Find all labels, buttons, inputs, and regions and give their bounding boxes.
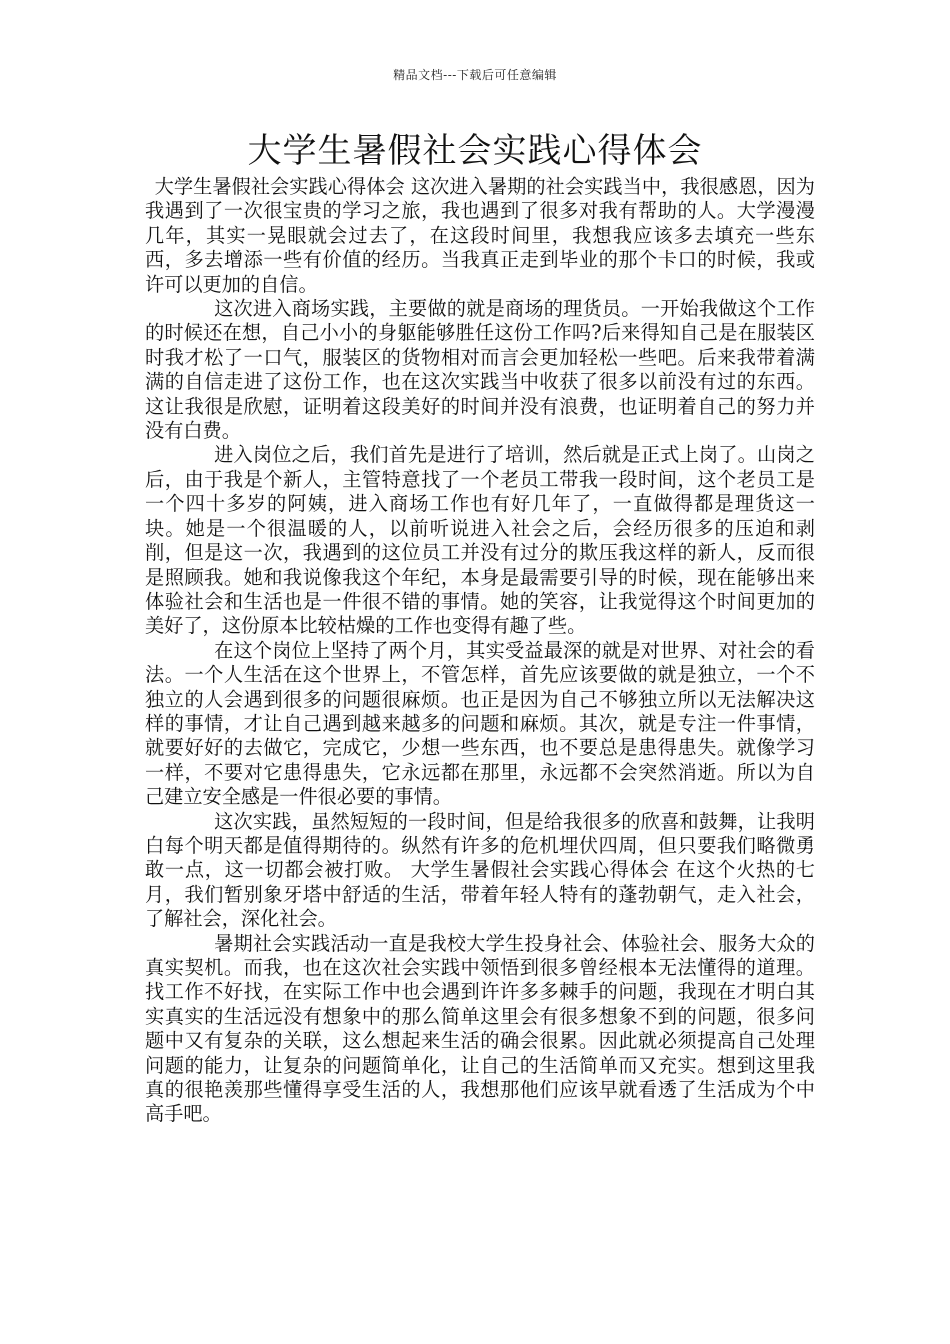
- header-note: 精品文档---下载后可任意编辑: [393, 68, 557, 82]
- paragraph-1: 大学生暑假社会实践心得体会 这次进入暑期的社会实践当中，我很感恩，因为我遇到了一次很宝贵的学习之旅，我也遇到了很多对我有帮助的人。大学漫漫几年，其实一晃眼就会过去了，在这段时间里，我想我应该多去填充一些东西，多去增添一些有价值的经历。当我真正走到毕业的那个卡口的时候，我或许可以更加的自信。: [145, 175, 815, 296]
- paragraph-3: 进入岗位之后，我们首先是进行了培训，然后就是正式上岗了。山岗之后，由于我是个新人，主管特意找了一个老员工带我一段时间，这个老员工是一个四十多岁的阿姨，进入商场工作也有好几年了，一直做得都是理货这一块。她是一个很温暖的人，以前听说进入社会之后，会经历很多的压迫和剥削，但是这一次，我遇到的这位员工并没有过分的欺压我这样的新人，反而很是照顾我。她和我说像我这个年纪，本身是最需要引导的时候，现在能够出来体验社会和生活也是一件很不错的事情。她的笑容，让我觉得这个时间更加的美好了，这份原本比较枯燥的工作也变得有趣了些。: [145, 443, 815, 638]
- paragraph-4: 在这个岗位上坚持了两个月，其实受益最深的就是对世界、对社会的看法。一个人生活在这个世界上，不管怎样，首先应该要做的就是独立，一个不独立的人会遇到很多的问题很麻烦。也正是因为自己不够独立所以无法解决这样的事情，才让自己遇到越来越多的问题和麻烦。其次，就是专注一件事情，就要好好的去做它，完成它，少想一些东西，也不要总是患得患失。就像学习一样，不要对它患得患失，它永远都在那里，永远都不会突然消逝。所以为自己建立安全感是一件很必要的事情。: [145, 638, 815, 809]
- paragraph-6: 暑期社会实践活动一直是我校大学生投身社会、体验社会、服务大众的真实契机。而我，也在这次社会实践中领悟到很多曾经根本无法懂得的道理。找工作不好找，在实际工作中也会遇到许许多多棘手的问题，我现在才明白其实真实的生活远没有想象中的那么简单这里会有很多想象不到的问题，很多问题中又有复杂的关联，这么想起来生活的确会很累。因此就必须提高自己处理问题的能力，让复杂的问题简单化，让自己的生活简单而又充实。想到这里我真的很艳羡那些懂得享受生活的人，我想那他们应该早就看透了生活成为个中高手吧。: [145, 931, 815, 1126]
- document-body: [145, 175, 815, 1127]
- paragraph-2: 这次进入商场实践，主要做的就是商场的理货员。一开始我做这个工作的时候还在想，自己小小的身躯能够胜任这份工作吗?后来得知自己是在服装区时我才松了一口气，服装区的货物相对而言会更加轻松一些吧。后来我带着满满的自信走进了这份工作，也在这次实践当中收获了很多以前没有过的东西。这让我很是欣慰，证明着这段美好的时间并没有浪费，也证明着自己的努力并没有白费。: [145, 297, 815, 443]
- paragraph-5: 这次实践，虽然短短的一段时间，但是给我很多的欣喜和鼓舞，让我明白每个明天都是值得期待的。纵然有许多的危机埋伏四周，但只要我们略微勇敢一点，这一切都会被打败。 大学生暑假社会实践心得体会 在这个火热的七月，我们暂别象牙塔中舒适的生活，带着年轻人特有的蓬勃朝气，走入社会，了解社会，深化社会。: [145, 809, 815, 931]
- document-title: 大学生暑假社会实践心得体会: [247, 131, 703, 171]
